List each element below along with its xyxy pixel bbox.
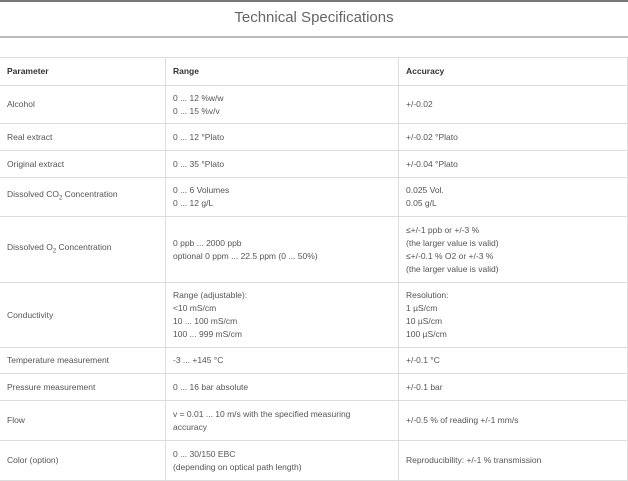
table-row — [0, 374, 628, 401]
accuracy-line: ≤+/-0.1 % O2 or +/-3 % — [406, 250, 494, 261]
header-range: Range — [166, 58, 399, 86]
parameter-subscript: 2 — [58, 195, 63, 202]
accuracy-cell — [399, 178, 628, 217]
accuracy-line: ≤+/-1 ppb or +/-3 % — [406, 224, 480, 235]
specs-table — [0, 57, 628, 481]
table-row — [0, 217, 628, 283]
accuracy-line: +/-0.02 — [406, 99, 433, 109]
accuracy-line: Reproducibility: +/-1 % transmission — [406, 455, 542, 465]
accuracy-line: 1 µS/cm — [406, 303, 438, 313]
accuracy-line: Resolution: — [406, 290, 449, 300]
parameter-cell: Alcohol — [0, 86, 166, 124]
range-line: <10 mS/cm — [173, 303, 217, 313]
parameter-text: Concentration — [62, 189, 118, 200]
accuracy-line: 100 µS/cm — [406, 329, 447, 339]
range-line: accuracy — [173, 421, 208, 432]
range-line: 0 ... 6 Volumes — [173, 185, 230, 195]
header-accuracy: Accuracy — [399, 58, 628, 86]
range-line: (depending on optical path length) — [173, 461, 302, 472]
table-header-row — [0, 58, 628, 86]
accuracy-cell — [399, 374, 628, 401]
parameter-text: Dissolved CO — [7, 189, 59, 200]
table-row — [0, 348, 628, 374]
accuracy-line: +/-0.1 bar — [406, 381, 443, 392]
parameter-cell: Color (option) — [0, 441, 166, 481]
range-cell — [166, 374, 399, 401]
range-cell — [166, 401, 399, 441]
range-cell — [166, 151, 399, 178]
range-line: v = 0.01 ... 10 m/s with the specified measuring — [173, 408, 351, 419]
parameter-cell: Conductivity — [0, 283, 166, 348]
accuracy-cell — [399, 441, 628, 481]
accuracy-line: (the larger value is valid) — [406, 263, 499, 274]
range-cell — [166, 283, 399, 348]
accuracy-line: 0.05 g/L — [406, 198, 437, 208]
accuracy-line: +/-0.1 °C — [406, 355, 440, 365]
parameter-subscript: 2 — [52, 248, 57, 255]
range-line: 0 ... 35 °Plato — [173, 158, 225, 169]
accuracy-cell — [399, 401, 628, 441]
accuracy-cell — [399, 283, 628, 348]
parameter-cell: Original extract — [0, 151, 166, 178]
table-row — [0, 178, 628, 217]
accuracy-cell — [399, 217, 628, 283]
table-row — [0, 401, 628, 441]
table-row — [0, 441, 628, 481]
page-title: Technical Specifications — [0, 2, 628, 38]
accuracy-line: (the larger value is valid) — [406, 237, 499, 248]
range-line: Range (adjustable): — [173, 290, 248, 300]
parameter-text: Concentration — [56, 241, 112, 252]
accuracy-line: +/-0.04 °Plato — [406, 158, 458, 169]
accuracy-cell — [399, 86, 628, 124]
range-line: 0 ... 12 °Plato — [173, 131, 225, 142]
accuracy-cell — [399, 151, 628, 178]
range-line: 0 ... 12 %w/w — [173, 92, 224, 103]
range-cell — [166, 86, 399, 124]
parameter-cell — [0, 178, 166, 217]
table-row — [0, 86, 628, 124]
accuracy-cell — [399, 348, 628, 374]
parameter-cell: Pressure measurement — [0, 374, 166, 401]
range-cell — [166, 348, 399, 374]
accuracy-line: +/-0.5 % of reading +/-1 mm/s — [406, 415, 519, 425]
range-line: 0 ... 15 %v/v — [173, 105, 220, 116]
range-line: 0 ... 30/150 EBC — [173, 448, 236, 459]
parameter-text: Dissolved O — [7, 241, 53, 252]
range-line: optional 0 ppm ... 22.5 ppm (0 ... 50%) — [173, 250, 318, 261]
parameter-cell: Temperature measurement — [0, 348, 166, 374]
range-cell — [166, 217, 399, 283]
range-line: 0 ... 16 bar absolute — [173, 381, 249, 392]
range-cell — [166, 124, 399, 151]
range-cell — [166, 178, 399, 217]
range-line: 10 ... 100 mS/cm — [173, 316, 238, 326]
parameter-cell: Flow — [0, 401, 166, 441]
table-row — [0, 124, 628, 151]
range-cell — [166, 441, 399, 481]
range-line: 0 ppb ... 2000 ppb — [173, 237, 242, 248]
table-row — [0, 151, 628, 178]
header-parameter: Parameter — [0, 58, 166, 86]
accuracy-cell — [399, 124, 628, 151]
range-line: -3 ... +145 °C — [173, 355, 224, 365]
range-line: 100 ... 999 mS/cm — [173, 329, 242, 339]
parameter-cell: Real extract — [0, 124, 166, 151]
accuracy-line: 0.025 Vol. — [406, 185, 444, 195]
parameter-cell — [0, 217, 166, 283]
table-row — [0, 283, 628, 348]
accuracy-line: +/-0.02 °Plato — [406, 131, 458, 142]
range-line: 0 ... 12 g/L — [173, 198, 214, 208]
accuracy-line: 10 µS/cm — [406, 316, 443, 326]
